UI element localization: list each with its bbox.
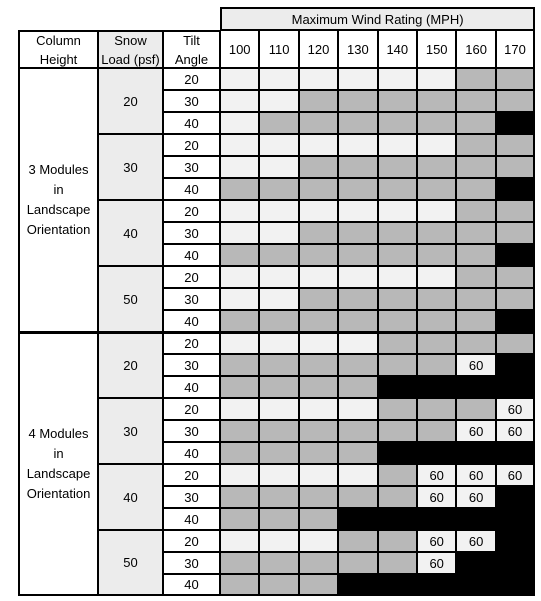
rating-cell: [456, 574, 495, 596]
rating-cell: [338, 464, 377, 486]
rating-cell: [259, 354, 298, 376]
rating-cell: [259, 464, 298, 486]
rating-cell: [338, 354, 377, 376]
rating-cell: [417, 222, 456, 244]
wind-speed-header: 110: [259, 30, 298, 68]
rating-cell: [299, 442, 338, 464]
rating-cell: [378, 244, 417, 266]
rating-cell: [456, 266, 495, 288]
rating-cell: [299, 266, 338, 288]
rating-cell: [259, 178, 298, 200]
rating-cell: [299, 486, 338, 508]
column-height-group: [18, 68, 98, 332]
rating-cell: [378, 134, 417, 156]
column-height-group-line: 4 Modules: [28, 426, 89, 441]
rating-cell: [259, 156, 298, 178]
rating-cell: [338, 552, 377, 574]
rating-cell: [496, 332, 535, 354]
rating-cell: [417, 200, 456, 222]
snow-load-header-line: Snow: [114, 32, 147, 48]
rating-cell: [299, 530, 338, 552]
rating-cell: [378, 178, 417, 200]
rating-cell: 60: [496, 398, 535, 420]
tilt-angle-cell: 30: [163, 552, 220, 574]
rating-cell: [496, 68, 535, 90]
wind-speed-header: 170: [496, 30, 535, 68]
wind-speed-header: 150: [417, 30, 456, 68]
rating-cell: [259, 376, 298, 398]
column-height-group-line: Landscape: [26, 466, 91, 481]
rating-cell: 60: [456, 354, 495, 376]
rating-cell: [378, 376, 417, 398]
rating-cell: [220, 200, 259, 222]
snow-load-cell: 40: [98, 464, 163, 530]
rating-cell: [496, 552, 535, 574]
rating-cell: [417, 420, 456, 442]
rating-cell: [299, 332, 338, 354]
tilt-angle-cell: 30: [163, 420, 220, 442]
rating-cell: [259, 200, 298, 222]
rating-cell: [220, 354, 259, 376]
rating-cell: [417, 288, 456, 310]
rating-cell: [299, 134, 338, 156]
rating-cell: [456, 398, 495, 420]
tilt-angle-cell: 40: [163, 574, 220, 596]
column-height-group-line: 3 Modules: [28, 162, 89, 177]
rating-cell: [299, 552, 338, 574]
wind-speed-header: 130: [338, 30, 377, 68]
rating-cell: [378, 508, 417, 530]
rating-cell: [220, 288, 259, 310]
tilt-angle-cell: 20: [163, 332, 220, 354]
rating-cell: [259, 552, 298, 574]
rating-cell: [496, 134, 535, 156]
rating-cell: [220, 398, 259, 420]
snow-load-cell: 20: [98, 332, 163, 398]
rating-cell: [378, 310, 417, 332]
rating-cell: [220, 244, 259, 266]
snow-load-cell: 30: [98, 398, 163, 464]
rating-cell: [338, 530, 377, 552]
rating-cell: [299, 574, 338, 596]
rating-cell: [338, 376, 377, 398]
rating-cell: [417, 68, 456, 90]
rating-cell: [456, 222, 495, 244]
rating-cell: [456, 508, 495, 530]
snow-load-header-line: Load (psf): [101, 51, 160, 67]
column-height-header: [18, 30, 98, 68]
snow-load-cell: 50: [98, 266, 163, 332]
rating-cell: [220, 530, 259, 552]
rating-cell: [338, 156, 377, 178]
rating-cell: [299, 112, 338, 134]
rating-cell: [378, 530, 417, 552]
rating-cell: [259, 486, 298, 508]
rating-cell: [496, 156, 535, 178]
rating-cell: 60: [456, 464, 495, 486]
rating-cell: [259, 90, 298, 112]
rating-cell: [456, 178, 495, 200]
rating-cell: [378, 200, 417, 222]
rating-cell: [259, 266, 298, 288]
rating-cell: [378, 442, 417, 464]
rating-cell: [220, 266, 259, 288]
rating-cell: [220, 464, 259, 486]
rating-cell: [417, 376, 456, 398]
tilt-angle-cell: 30: [163, 156, 220, 178]
rating-cell: [338, 200, 377, 222]
rating-cell: [456, 134, 495, 156]
rating-cell: [338, 90, 377, 112]
rating-cell: [378, 332, 417, 354]
rating-cell: [456, 156, 495, 178]
rating-cell: [496, 486, 535, 508]
rating-cell: [378, 398, 417, 420]
rating-cell: [299, 398, 338, 420]
tilt-angle-cell: 30: [163, 354, 220, 376]
tilt-angle-cell: 20: [163, 134, 220, 156]
snow-load-cell: 20: [98, 68, 163, 134]
rating-cell: [299, 244, 338, 266]
rating-cell: [378, 288, 417, 310]
rating-cell: [259, 508, 298, 530]
rating-cell: 60: [417, 530, 456, 552]
rating-cell: [220, 134, 259, 156]
tilt-angle-cell: 40: [163, 178, 220, 200]
rating-cell: [378, 68, 417, 90]
rating-cell: [456, 68, 495, 90]
rating-cell: [496, 508, 535, 530]
rating-cell: [299, 354, 338, 376]
rating-cell: [417, 244, 456, 266]
rating-cell: [496, 310, 535, 332]
max-wind-title: Maximum Wind Rating (MPH): [220, 7, 535, 30]
column-height-group-line: in: [53, 446, 64, 461]
rating-cell: [378, 486, 417, 508]
rating-cell: [417, 156, 456, 178]
rating-cell: [378, 420, 417, 442]
rating-cell: [299, 178, 338, 200]
column-height-header-line: Column: [36, 32, 81, 48]
rating-cell: [338, 244, 377, 266]
tilt-angle-cell: 20: [163, 530, 220, 552]
rating-cell: [496, 266, 535, 288]
tilt-angle-cell: 40: [163, 376, 220, 398]
rating-cell: [220, 376, 259, 398]
rating-cell: [456, 442, 495, 464]
wind-speed-header: 100: [220, 30, 259, 68]
rating-cell: [220, 310, 259, 332]
rating-cell: [220, 486, 259, 508]
rating-cell: [456, 376, 495, 398]
rating-cell: [299, 420, 338, 442]
rating-cell: [259, 332, 298, 354]
wind-speed-header: 160: [456, 30, 495, 68]
rating-cell: [378, 112, 417, 134]
rating-cell: [378, 90, 417, 112]
rating-cell: [417, 266, 456, 288]
rating-cell: [259, 310, 298, 332]
tilt-angle-cell: 30: [163, 288, 220, 310]
rating-cell: [338, 508, 377, 530]
rating-cell: 60: [456, 420, 495, 442]
rating-cell: [259, 134, 298, 156]
rating-cell: [299, 90, 338, 112]
rating-cell: 60: [417, 486, 456, 508]
rating-cell: [220, 112, 259, 134]
rating-cell: [338, 266, 377, 288]
column-height-group-line: Orientation: [26, 486, 91, 501]
rating-cell: [496, 354, 535, 376]
rating-cell: [259, 68, 298, 90]
rating-cell: [220, 508, 259, 530]
rating-cell: [338, 574, 377, 596]
wind-speed-header: 120: [299, 30, 338, 68]
tilt-angle-cell: 20: [163, 464, 220, 486]
rating-cell: [338, 310, 377, 332]
rating-cell: [299, 222, 338, 244]
rating-cell: [220, 552, 259, 574]
rating-cell: [417, 508, 456, 530]
rating-cell: [299, 508, 338, 530]
column-height-group-line: Landscape: [26, 202, 91, 217]
tilt-angle-cell: 30: [163, 222, 220, 244]
rating-cell: [259, 112, 298, 134]
tilt-angle-header-line: Angle: [174, 51, 209, 67]
rating-cell: [417, 134, 456, 156]
tilt-angle-cell: 40: [163, 310, 220, 332]
rating-cell: 60: [496, 420, 535, 442]
rating-cell: [417, 178, 456, 200]
column-height-header-line: Height: [39, 51, 78, 67]
rating-cell: [338, 420, 377, 442]
rating-cell: [338, 134, 377, 156]
rating-cell: [496, 222, 535, 244]
rating-cell: [496, 112, 535, 134]
rating-cell: [456, 288, 495, 310]
rating-cell: [220, 420, 259, 442]
rating-cell: [378, 156, 417, 178]
rating-cell: [299, 376, 338, 398]
rating-cell: [259, 420, 298, 442]
rating-cell: [378, 354, 417, 376]
rating-cell: [220, 332, 259, 354]
rating-cell: [496, 178, 535, 200]
tilt-angle-cell: 20: [163, 398, 220, 420]
rating-cell: [220, 156, 259, 178]
rating-cell: [220, 178, 259, 200]
rating-cell: [338, 288, 377, 310]
wind-speed-header: 140: [378, 30, 417, 68]
rating-cell: [496, 244, 535, 266]
snow-load-cell: 40: [98, 200, 163, 266]
snow-load-cell: 30: [98, 134, 163, 200]
rating-cell: [378, 266, 417, 288]
rating-cell: [417, 442, 456, 464]
tilt-angle-cell: 30: [163, 90, 220, 112]
rating-cell: [378, 574, 417, 596]
rating-cell: [338, 442, 377, 464]
rating-cell: [299, 310, 338, 332]
tilt-angle-cell: 20: [163, 68, 220, 90]
tilt-angle-cell: 40: [163, 112, 220, 134]
rating-cell: [417, 332, 456, 354]
tilt-angle-header-line: Tilt: [183, 32, 200, 48]
column-height-group: [18, 332, 98, 596]
rating-cell: [417, 310, 456, 332]
rating-cell: [417, 574, 456, 596]
rating-cell: [338, 178, 377, 200]
rating-cell: [378, 222, 417, 244]
rating-cell: [496, 376, 535, 398]
rating-cell: 60: [417, 552, 456, 574]
rating-cell: [259, 222, 298, 244]
rating-cell: [299, 288, 338, 310]
rating-cell: [417, 398, 456, 420]
rating-cell: [220, 574, 259, 596]
rating-cell: [259, 442, 298, 464]
rating-cell: [456, 112, 495, 134]
rating-cell: [299, 156, 338, 178]
rating-cell: [417, 354, 456, 376]
column-height-group-line: in: [53, 182, 64, 197]
rating-cell: [417, 112, 456, 134]
rating-cell: [378, 552, 417, 574]
tilt-angle-header: [163, 30, 220, 68]
rating-cell: [259, 398, 298, 420]
rating-cell: [220, 90, 259, 112]
rating-cell: [338, 486, 377, 508]
rating-cell: [417, 90, 456, 112]
snow-load-header: [98, 30, 163, 68]
rating-cell: [456, 552, 495, 574]
rating-cell: [220, 442, 259, 464]
rating-cell: [338, 68, 377, 90]
tilt-angle-cell: 30: [163, 486, 220, 508]
rating-cell: [378, 464, 417, 486]
rating-cell: [456, 310, 495, 332]
rating-cell: [299, 464, 338, 486]
column-height-group-line: Orientation: [26, 222, 91, 237]
tilt-angle-cell: 40: [163, 244, 220, 266]
rating-cell: 60: [496, 464, 535, 486]
rating-cell: [496, 530, 535, 552]
rating-cell: [338, 222, 377, 244]
rating-cell: [496, 90, 535, 112]
rating-cell: [299, 200, 338, 222]
rating-cell: [259, 288, 298, 310]
rating-cell: [338, 112, 377, 134]
rating-cell: [496, 288, 535, 310]
rating-cell: [496, 200, 535, 222]
rating-cell: [456, 244, 495, 266]
tilt-angle-cell: 40: [163, 508, 220, 530]
rating-cell: [220, 68, 259, 90]
rating-cell: [338, 332, 377, 354]
tilt-angle-cell: 40: [163, 442, 220, 464]
rating-cell: [259, 574, 298, 596]
rating-cell: [259, 530, 298, 552]
rating-cell: [259, 244, 298, 266]
rating-cell: [456, 90, 495, 112]
rating-cell: [456, 332, 495, 354]
rating-cell: 60: [417, 464, 456, 486]
tilt-angle-cell: 20: [163, 266, 220, 288]
rating-cell: 60: [456, 530, 495, 552]
rating-cell: [496, 574, 535, 596]
rating-cell: [456, 200, 495, 222]
rating-cell: [496, 442, 535, 464]
rating-cell: [220, 222, 259, 244]
tilt-angle-cell: 20: [163, 200, 220, 222]
rating-cell: [299, 68, 338, 90]
rating-cell: 60: [456, 486, 495, 508]
snow-load-cell: 50: [98, 530, 163, 596]
rating-cell: [338, 398, 377, 420]
